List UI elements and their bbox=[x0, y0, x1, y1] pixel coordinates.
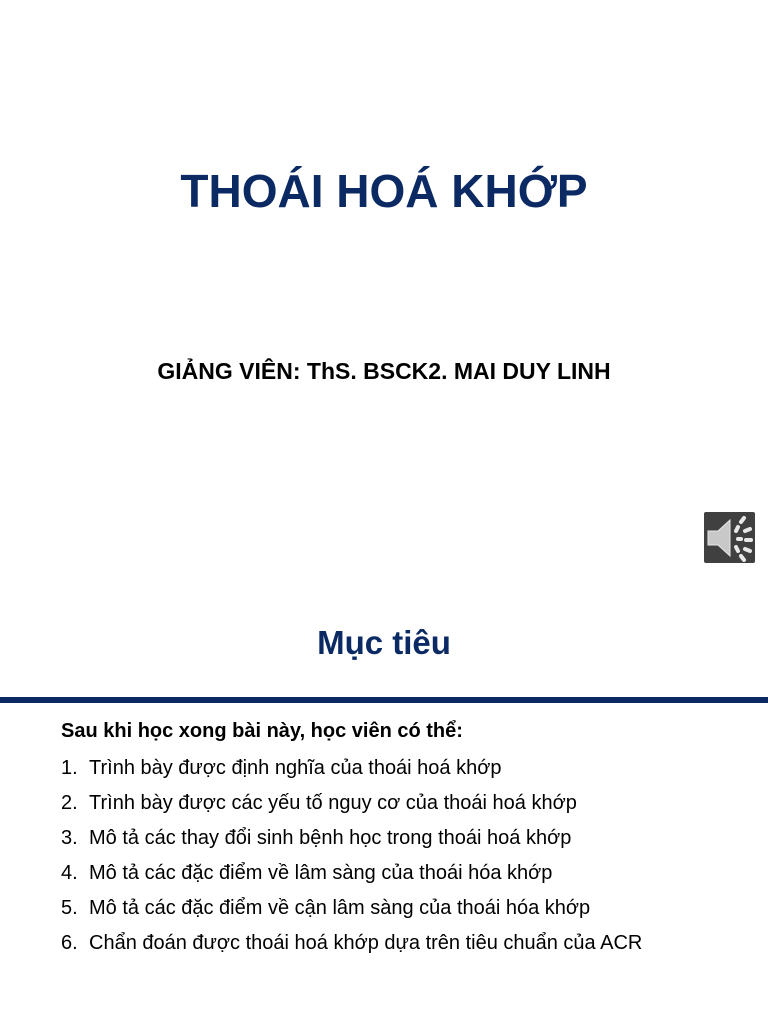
list-item-number: 2. bbox=[61, 792, 78, 814]
list-item bbox=[61, 860, 642, 895]
list-item bbox=[61, 930, 642, 965]
list-item-text: Chẩn đoán được thoái hoá khớp dựa trên tiêu chuẩn của ACR bbox=[89, 932, 643, 954]
list-item-number: 1. bbox=[61, 757, 78, 779]
slide-title: THOÁI HOÁ KHỚP bbox=[180, 165, 588, 217]
list-item-number: 3. bbox=[61, 827, 78, 849]
list-item-text: Mô tả các đặc điểm về cận lâm sàng của thoái hóa khớp bbox=[89, 897, 591, 919]
list-item-text: Trình bày được các yếu tố nguy cơ của thoái hoá khớp bbox=[89, 792, 577, 814]
list-item bbox=[61, 790, 642, 825]
list-item bbox=[61, 895, 642, 930]
list-item bbox=[61, 825, 642, 860]
list-item-text: Mô tả các đặc điểm về lâm sàng của thoái hóa khớp bbox=[89, 862, 553, 884]
objectives-heading: Mục tiêu bbox=[317, 624, 451, 661]
section-divider bbox=[0, 697, 768, 703]
list-item-text: Trình bày được định nghĩa của thoái hoá khớp bbox=[89, 757, 502, 779]
speaker-icon bbox=[706, 514, 754, 562]
list-item-number: 6. bbox=[61, 932, 78, 954]
list-item-number: 5. bbox=[61, 897, 78, 919]
list-item-text: Mô tả các thay đổi sinh bệnh học trong thoái hoá khớp bbox=[89, 827, 572, 849]
objectives-list bbox=[61, 755, 642, 965]
audio-play-button[interactable] bbox=[704, 512, 755, 563]
objectives-intro: Sau khi học xong bài này, học viên có thể: bbox=[61, 720, 463, 742]
lecturer-subtitle: GIẢNG VIÊN: ThS. BSCK2. MAI DUY LINH bbox=[157, 358, 611, 384]
list-item-number: 4. bbox=[61, 862, 78, 884]
list-item bbox=[61, 755, 642, 790]
